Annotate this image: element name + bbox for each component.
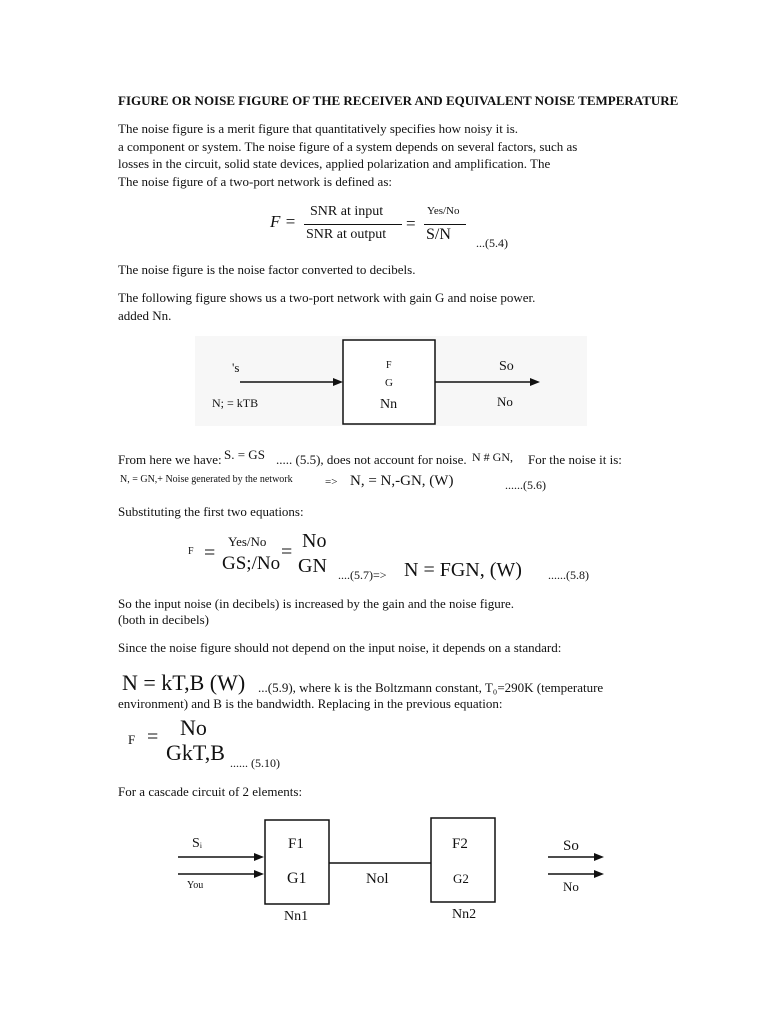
eq57-tag: ....(5.7)=>: [338, 568, 387, 582]
eq57-numerator-2: No: [302, 530, 327, 552]
eq54-equals: =: [406, 214, 416, 233]
page-title: FIGURE OR NOISE FIGURE OF THE RECEIVER AND EQUIVALENT NOISE TEMPERATURE: [118, 93, 679, 108]
fig1-output-noise: No: [497, 394, 513, 409]
eq56-tag: ......(5.6): [505, 478, 546, 492]
eq59-formula: N = kT,B (W): [122, 670, 246, 695]
eq510-denominator: GkT,B: [166, 740, 225, 765]
eq54-tag: ...(5.4): [476, 236, 508, 250]
eq510-numerator: No: [180, 715, 207, 740]
paragraph-cascade: For a cascade circuit of 2 elements:: [118, 784, 303, 799]
fig1-block-g: G: [385, 377, 393, 389]
eq54-numerator: SNR at input: [310, 204, 384, 219]
intro-line-1: The noise figure is a merit figure that quantitatively specifies how noisy it is.: [118, 121, 519, 136]
eq57-f: F: [188, 546, 194, 557]
eq57-denominator-2: GN: [298, 555, 327, 577]
fig2-interstage-noise: Nol: [366, 871, 389, 887]
eq56-arrow: =>: [325, 476, 338, 488]
fig1-output-signal: So: [499, 359, 514, 374]
eq57-equals-1: =: [204, 542, 216, 564]
fig2-stage1-f: F1: [288, 836, 304, 852]
stage-1-block: [265, 820, 329, 904]
output-noise-arrow-head: [594, 870, 604, 878]
paragraph-substituting: Substituting the first two equations:: [118, 504, 304, 519]
eq510-equals: =: [147, 726, 159, 748]
eq510-tag: ...... (5.10): [230, 756, 280, 770]
eq54-denominator: SNR at output: [306, 227, 387, 242]
fig2-stage2-noise: Nn2: [452, 907, 477, 922]
eq55-ss: S. = GS: [224, 447, 265, 462]
fig2-output-signal: So: [563, 838, 579, 854]
paragraph-twoport-1: The following figure shows us a two-port network with gain G and noise power.: [118, 290, 536, 305]
eq56-lhs: N, = GN,+ Noise generated by the network: [120, 474, 293, 485]
eq57-equals-2: =: [281, 541, 293, 563]
fig2-stage2-g: G2: [453, 871, 469, 886]
eq54-lhs: F =: [270, 212, 297, 231]
eq59-tail-1: ...(5.9), where k is the Boltzmann constant, T₀=290K (temperature: [258, 680, 604, 695]
fig1-block-f: F: [386, 360, 392, 371]
eq54-right-denominator: S/N: [426, 226, 451, 243]
fig2-stage1-g: G1: [287, 870, 307, 887]
paragraph-standard: Since the noise figure should not depend on the input noise, it depends on a standard:: [118, 640, 562, 655]
fig2-stage2-f: F2: [452, 836, 468, 852]
eq59-tail-2: environment) and B is the bandwidth. Replacing in the previous equation:: [118, 696, 503, 711]
eq58-formula: N = FGN, (W): [404, 559, 522, 581]
input-noise-arrow-head: [254, 870, 264, 878]
paragraph-input-noise-2: (both in decibels): [118, 612, 209, 627]
eq55-tail: For the noise it is:: [528, 452, 622, 467]
eq56-rhs: N, = N,-GN, (W): [350, 473, 454, 489]
fig2-stage1-noise: Nn1: [284, 909, 309, 924]
fig2-input-signal: Sᵢ: [192, 836, 203, 851]
eq55-mid: ..... (5.5), does not account for noise.: [276, 452, 467, 467]
intro-line-3: losses in the circuit, solid state devices, applied polarization and amplification. The: [118, 156, 551, 171]
fig1-input-noise: N; = kTB: [212, 396, 259, 410]
output-signal-arrow-head: [594, 853, 604, 861]
fig2-input-noise: You: [187, 880, 204, 891]
intro-line-4: The noise figure of a two-port network is defined as:: [118, 174, 393, 189]
eq57-denominator-1: GS;/No: [222, 553, 281, 574]
input-signal-arrow-head: [254, 853, 264, 861]
eq54-right-numerator: Yes/No: [427, 205, 460, 217]
paragraph-twoport-2: added Nn.: [118, 308, 172, 323]
eq57-numerator-1: Yes/No: [228, 534, 267, 549]
intro-line-2: a component or system. The noise figure of a system depends on several factors, such as: [118, 139, 578, 154]
stage-2-block: [431, 818, 495, 902]
paragraph-input-noise-1: So the input noise (in decibels) is increased by the gain and the noise figure.: [118, 596, 515, 611]
eq55-lead: From here we have:: [118, 452, 222, 467]
fig1-input-signal: 's: [232, 360, 240, 375]
fig2-output-noise: No: [563, 879, 579, 894]
eq55-ngn: N # GN,: [472, 450, 513, 464]
paragraph-decibels: The noise figure is the noise factor converted to decibels.: [118, 262, 416, 277]
fig1-block-nn: Nn: [380, 397, 398, 412]
eq510-f: F: [128, 732, 136, 747]
eq58-tag: ......(5.8): [548, 568, 589, 582]
